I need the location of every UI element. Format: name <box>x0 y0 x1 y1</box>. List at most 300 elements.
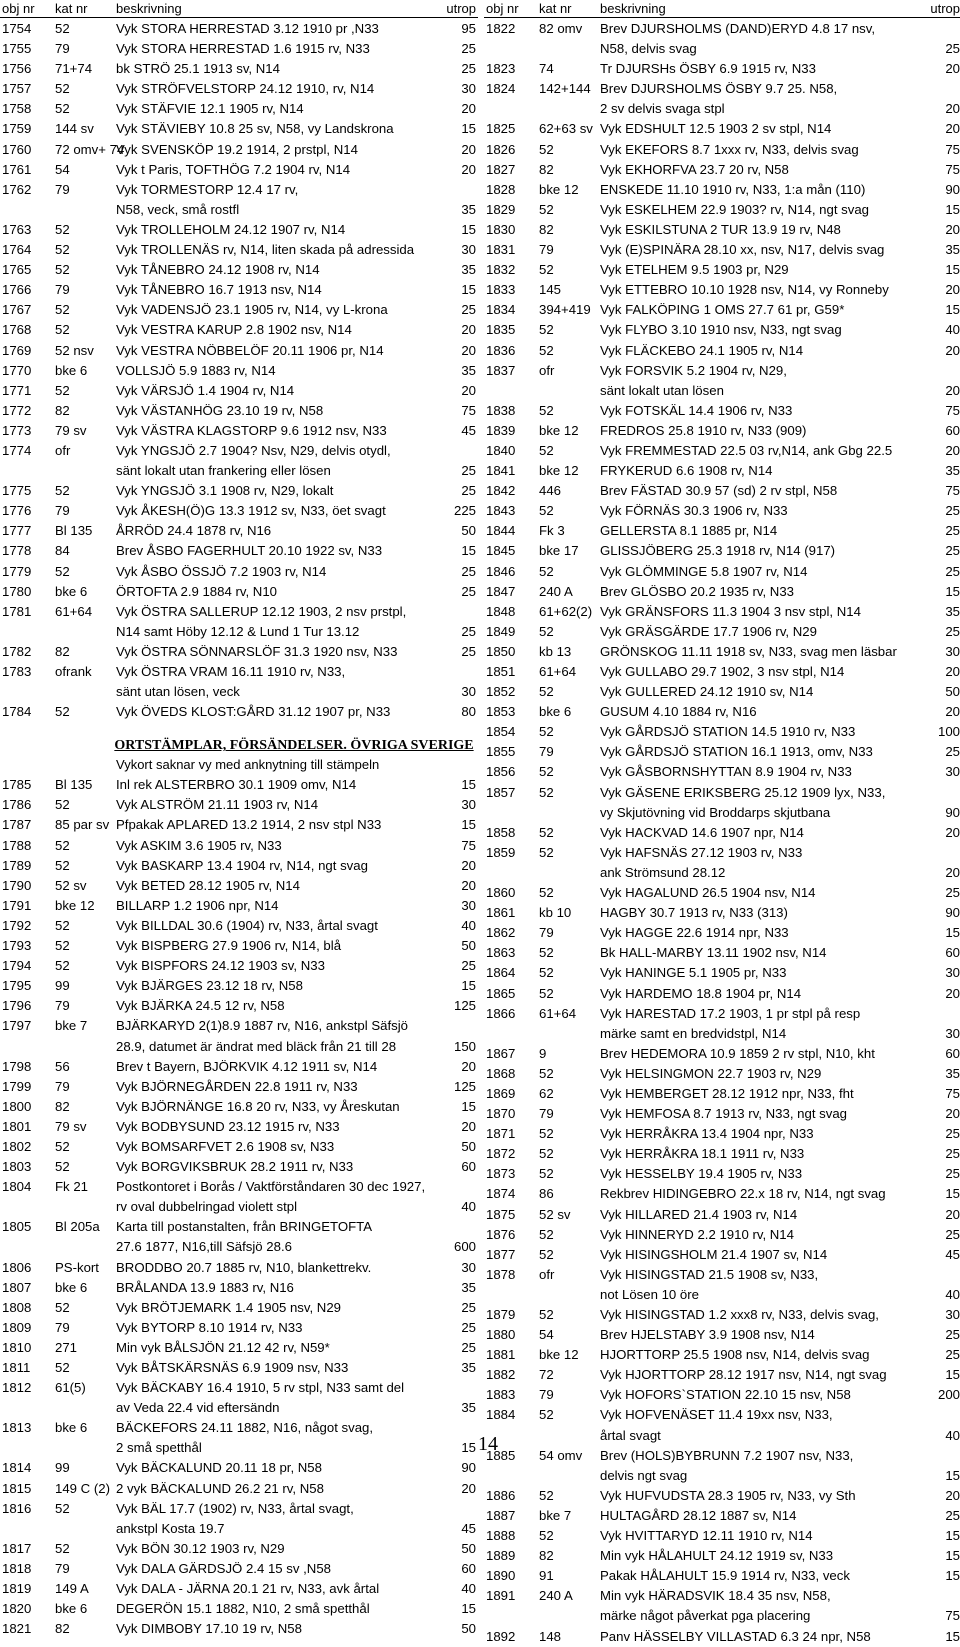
lot-utrop: 35 <box>945 242 960 258</box>
lot-row <box>0 381 478 401</box>
lot-row <box>484 300 960 320</box>
lot-description: Vyk FLÄCKEBO 24.1 1905 rv, N14 <box>600 342 804 358</box>
lot-list <box>0 774 478 1639</box>
lot-obj-nr: 1877 <box>486 1246 516 1262</box>
lot-kat-nr: 54 <box>539 1327 554 1343</box>
lot-description: Brev DJURSHOLMS ÖSBY 9.7 25. N58, <box>600 81 838 97</box>
lot-obj-nr: 1816 <box>2 1500 32 1516</box>
lot-row <box>0 401 478 421</box>
lot-description: Vyk VADENSJÖ 23.1 1905 rv, N14, vy L-krona <box>116 302 388 318</box>
lot-utrop: 20 <box>945 864 960 880</box>
lot-obj-nr: 1833 <box>486 282 516 298</box>
lot-row <box>484 722 960 742</box>
lot-description: Vyk GÄSENE ERIKSBERG 25.12 1909 lyx, N33, <box>600 784 886 800</box>
lot-obj-nr: 1861 <box>486 905 516 921</box>
lot-utrop: 35 <box>945 1065 960 1081</box>
lot-utrop: 15 <box>461 1440 476 1456</box>
lot-utrop: 20 <box>945 121 960 137</box>
lot-kat-nr: 52 <box>539 342 554 358</box>
lot-row <box>0 180 478 220</box>
lot-obj-nr: 1855 <box>486 744 516 760</box>
lot-line <box>0 1539 478 1559</box>
lot-kat-nr: 84 <box>55 543 70 559</box>
lot-line <box>484 1004 960 1024</box>
lot-utrop: 25 <box>945 1507 960 1523</box>
lot-obj-nr: 1856 <box>486 764 516 780</box>
lot-kat-nr: 86 <box>539 1186 554 1202</box>
lot-line <box>484 1184 960 1204</box>
lot-row <box>484 1164 960 1184</box>
lot-obj-nr: 1785 <box>2 777 32 793</box>
lot-line <box>484 1225 960 1245</box>
lot-row <box>0 1318 478 1338</box>
lot-line <box>484 280 960 300</box>
lot-kat-nr: 52 <box>539 1487 554 1503</box>
lot-row <box>0 602 478 642</box>
lot-utrop: 125 <box>453 1078 476 1094</box>
lot-obj-nr: 1886 <box>486 1487 516 1503</box>
lot-line <box>0 795 478 815</box>
lot-row <box>0 1418 478 1458</box>
lot-obj-nr: 1827 <box>486 161 516 177</box>
lot-row <box>484 783 960 823</box>
lot-description: Brev FÄSTAD 30.9 57 (sd) 2 rv stpl, N58 <box>600 483 838 499</box>
lot-line <box>0 481 478 501</box>
lot-line <box>0 1559 478 1579</box>
lot-obj-nr: 1854 <box>486 724 516 740</box>
lot-obj-nr: 1835 <box>486 322 516 338</box>
lot-line <box>484 1586 960 1606</box>
lot-kat-nr: 91 <box>539 1568 554 1584</box>
lot-obj-nr: 1781 <box>2 603 32 619</box>
lot-description: Vyk BETED 28.12 1905 rv, N14 <box>116 877 300 893</box>
lot-description: BJÄRKARYD 2(1)8.9 1887 rv, N16, ankstpl Säfsjö <box>116 1018 408 1034</box>
lot-utrop: 80 <box>461 704 476 720</box>
lot-obj-nr: 1761 <box>2 161 32 177</box>
lot-row <box>484 1124 960 1144</box>
lot-obj-nr: 1810 <box>2 1339 32 1355</box>
lot-obj-nr: 1757 <box>2 81 32 97</box>
lot-row <box>484 200 960 220</box>
lot-utrop: 25 <box>461 958 476 974</box>
lot-description: Vyk HEMFOSA 8.7 1913 rv, N33, ngt svag <box>600 1106 848 1122</box>
lot-row <box>484 1225 960 1245</box>
lot-row <box>484 1084 960 1104</box>
lot-row <box>484 1064 960 1084</box>
lot-line <box>0 1117 478 1137</box>
lot-description: Vyk ETTEBRO 10.10 1928 nsv, N14, vy Ronneby <box>600 282 889 298</box>
lot-utrop: 50 <box>461 1138 476 1154</box>
lot-obj-nr: 1799 <box>2 1078 32 1094</box>
lot-description: Vyk ESKELHEM 22.9 1903? rv, N14, ngt svag <box>600 201 870 217</box>
lot-row <box>484 963 960 983</box>
lot-kat-nr: 240 A <box>539 1588 573 1604</box>
lot-description: Vyk TÅNEBRO 16.7 1913 nsv, N14 <box>116 282 322 298</box>
lot-description: Vyk BÄCKALUND 20.11 18 pr, N58 <box>116 1460 322 1476</box>
header-utrop: utrop <box>930 1 960 16</box>
lot-row <box>0 99 478 119</box>
lot-obj-nr: 1794 <box>2 958 32 974</box>
lot-obj-nr: 1774 <box>2 442 32 458</box>
lot-description: ÖRTOFTA 2.9 1884 rv, N10 <box>116 583 278 599</box>
lot-line <box>484 642 960 662</box>
right-column <box>484 0 960 1647</box>
lot-kat-nr: 79 sv <box>55 422 87 438</box>
lot-utrop: 30 <box>461 81 476 97</box>
lot-line <box>484 200 960 220</box>
lot-kat-nr: 52 <box>539 965 554 981</box>
lot-line <box>484 682 960 702</box>
lot-obj-nr: 1772 <box>2 402 32 418</box>
lot-line <box>484 1365 960 1385</box>
lot-kat-nr: 52 <box>539 1528 554 1544</box>
lot-obj-nr: 1820 <box>2 1601 32 1617</box>
lot-row <box>484 682 960 702</box>
lot-obj-nr: 1806 <box>2 1259 32 1275</box>
lot-line <box>484 1104 960 1124</box>
lot-kat-nr: 52 <box>55 302 70 318</box>
lot-utrop: 15 <box>461 817 476 833</box>
lot-description: Vyk STRÖFVELSTORP 24.12 1910, rv, N14 <box>116 81 375 97</box>
lot-utrop: 25 <box>945 543 960 559</box>
lot-utrop: 25 <box>461 583 476 599</box>
lot-description: Vyk HARESTAD 17.2 1903, 1 pr stpl på resp <box>600 1005 861 1021</box>
lot-description: Vyk GULLERED 24.12 1910 sv, N14 <box>600 684 814 700</box>
lot-line <box>484 300 960 320</box>
lot-line <box>0 361 478 381</box>
lot-obj-nr: 1809 <box>2 1319 32 1335</box>
lot-line <box>0 1016 478 1036</box>
lot-line <box>484 1627 960 1647</box>
lot-row <box>0 1258 478 1278</box>
lot-row <box>484 984 960 1004</box>
lot-description: HULTAGÅRD 28.12 1887 sv, N14 <box>600 1507 797 1523</box>
lot-description: vy Skjutövning vid Broddarps skjutbana <box>600 804 831 820</box>
lot-obj-nr: 1874 <box>486 1186 516 1202</box>
lot-kat-nr: ofr <box>55 442 71 458</box>
lot-utrop: 35 <box>461 362 476 378</box>
lot-kat-nr: 9 <box>539 1045 547 1061</box>
lot-obj-nr: 1791 <box>2 897 32 913</box>
lot-line <box>0 140 478 160</box>
lot-row <box>0 1619 478 1639</box>
lot-kat-nr: 52 <box>55 81 70 97</box>
lot-line <box>484 1205 960 1225</box>
lot-obj-nr: 1889 <box>486 1548 516 1564</box>
lot-kat-nr: 148 <box>539 1628 562 1644</box>
lot-row <box>484 923 960 943</box>
lot-obj-nr: 1848 <box>486 603 516 619</box>
lot-description: HJORTTORP 25.5 1908 nsv, N14, delvis svag <box>600 1347 870 1363</box>
lot-line <box>0 160 478 180</box>
lot-utrop: 20 <box>945 282 960 298</box>
lot-kat-nr: ofrank <box>55 664 92 679</box>
lot-description: Brev HEDEMORA 10.9 1859 2 rv stpl, N10, kht <box>600 1045 875 1061</box>
lot-kat-nr: 62 <box>539 1085 554 1101</box>
lot-description: sänt lokalt utan frankering eller lösen <box>116 463 331 479</box>
lot-kat-nr: 271 <box>55 1339 78 1355</box>
lot-utrop: 90 <box>945 804 960 820</box>
lot-description: Vyk BÄCKABY 16.4 1910, 5 rv stpl, N33 samt del <box>116 1380 405 1396</box>
lot-line <box>0 1619 478 1639</box>
lot-utrop: 200 <box>937 1387 960 1403</box>
lot-line <box>0 39 478 59</box>
lot-utrop: 30 <box>461 1259 476 1275</box>
lot-row <box>484 1385 960 1405</box>
lot-line <box>0 602 478 622</box>
lot-line <box>0 1258 478 1278</box>
lot-utrop: 15 <box>461 282 476 298</box>
lot-description: Min vyk BÅLSJÖN 21.12 42 rv, N59* <box>116 1339 330 1355</box>
lot-line <box>484 1305 960 1325</box>
lot-utrop: 30 <box>945 965 960 981</box>
lot-utrop: 30 <box>945 643 960 659</box>
lot-description: Postkontoret i Borås / Vaktförståndaren 30 dec 1927, <box>116 1179 426 1195</box>
lot-line <box>0 341 478 361</box>
lot-line <box>484 602 960 622</box>
lot-utrop: 60 <box>945 1045 960 1061</box>
lot-row <box>0 996 478 1016</box>
lot-utrop: 25 <box>945 41 960 57</box>
lot-description: Vyk VESTRA KARUP 2.8 1902 nsv, N14 <box>116 322 352 338</box>
lot-utrop: 20 <box>945 382 960 398</box>
lot-description: GRÖNSKOG 11.11 1918 sv, N33, svag men läsbar <box>600 643 897 659</box>
lot-kat-nr: 52 <box>55 1500 70 1516</box>
lot-row <box>0 775 478 795</box>
lot-row <box>0 320 478 340</box>
lot-utrop: 25 <box>461 563 476 579</box>
lot-kat-nr: 85 par sv <box>55 817 110 833</box>
lot-utrop: 20 <box>461 141 476 157</box>
lot-row <box>0 876 478 896</box>
lot-description: Vyk BASKARP 13.4 1904 rv, N14, ngt svag <box>116 857 368 873</box>
lot-obj-nr: 1881 <box>486 1347 516 1363</box>
lot-line <box>0 180 478 200</box>
lot-line <box>484 762 960 782</box>
lot-row <box>484 180 960 200</box>
lot-line <box>484 783 960 803</box>
lot-obj-nr: 1872 <box>486 1146 516 1162</box>
lot-description: VOLLSJÖ 5.9 1883 rv, N14 <box>116 362 276 378</box>
lot-row <box>0 140 478 160</box>
lot-obj-nr: 1888 <box>486 1528 516 1544</box>
lot-description: Vyk ESKILSTUNA 2 TUR 13.9 19 rv, N48 <box>600 221 841 237</box>
lot-utrop: 40 <box>945 1427 960 1443</box>
lot-utrop: 15 <box>461 543 476 559</box>
lot-obj-nr: 1808 <box>2 1299 32 1315</box>
lot-line <box>484 1526 960 1546</box>
lot-obj-nr: 1857 <box>486 784 516 800</box>
lot-description: Vyk GRÄSGÄRDE 17.7 1906 rv, N29 <box>600 623 817 639</box>
lot-obj-nr: 1859 <box>486 844 516 860</box>
lot-line <box>484 963 960 983</box>
lot-utrop: 15 <box>461 978 476 994</box>
lot-row <box>484 1566 960 1586</box>
lot-description: Brev t Bayern, BJÖRKVIK 4.12 1911 sv, N14 <box>116 1058 378 1074</box>
lot-utrop: 50 <box>461 938 476 954</box>
lot-row <box>0 39 478 59</box>
lot-line <box>484 803 960 823</box>
lot-line <box>0 682 478 702</box>
lot-row <box>0 1137 478 1157</box>
lot-utrop: 225 <box>453 503 476 519</box>
lot-kat-nr: 52 nsv <box>55 342 94 358</box>
lot-obj-nr: 1883 <box>486 1387 516 1403</box>
lot-obj-nr: 1828 <box>486 181 516 197</box>
lot-obj-nr: 1882 <box>486 1367 516 1383</box>
lot-line <box>484 622 960 642</box>
lot-description: Vyk VÄSTRA KLAGSTORP 9.6 1912 nsv, N33 <box>116 422 387 438</box>
lot-line <box>484 1245 960 1265</box>
lot-utrop: 25 <box>945 503 960 519</box>
lot-utrop: 20 <box>945 664 960 679</box>
lot-obj-nr: 1839 <box>486 422 516 438</box>
lot-description: N58, veck, små rostfl <box>116 201 240 217</box>
lot-kat-nr: 52 sv <box>539 1206 571 1222</box>
lot-row <box>484 642 960 662</box>
lot-description: Tr DJURSHs ÖSBY 6.9 1915 rv, N33 <box>600 61 816 77</box>
lot-row <box>484 562 960 582</box>
lot-row <box>484 461 960 481</box>
lot-utrop: 35 <box>461 1360 476 1375</box>
header-beskrivning: beskrivning <box>600 1 666 16</box>
lot-line <box>484 19 960 39</box>
lot-line <box>0 119 478 139</box>
lot-line <box>484 240 960 260</box>
lot-row <box>0 1499 478 1539</box>
lot-obj-nr: 1777 <box>2 523 32 539</box>
lot-kat-nr: 52 <box>55 101 70 117</box>
lot-line <box>484 943 960 963</box>
lot-description: Pfpakak APLARED 13.2 1914, 2 nsv stpl N33 <box>116 817 382 833</box>
lot-obj-nr: 1800 <box>2 1098 32 1114</box>
lot-obj-nr: 1890 <box>486 1568 516 1584</box>
lot-utrop: 75 <box>945 1608 960 1624</box>
lot-utrop: 75 <box>945 402 960 418</box>
lot-utrop: 75 <box>461 402 476 418</box>
lot-kat-nr: 71+74 <box>55 61 93 77</box>
lot-line <box>0 662 478 682</box>
lot-utrop: 45 <box>945 1246 960 1262</box>
lot-row <box>0 702 478 722</box>
lot-description: Vyk HACKVAD 14.6 1907 npr, N14 <box>600 824 804 840</box>
lot-kat-nr: 54 omv <box>539 1447 583 1463</box>
lot-row <box>0 1117 478 1137</box>
lot-obj-nr: 1853 <box>486 704 516 720</box>
lot-obj-nr: 1867 <box>486 1045 516 1061</box>
lot-obj-nr: 1825 <box>486 121 516 137</box>
lot-obj-nr: 1771 <box>2 382 32 398</box>
lot-kat-nr: 52 <box>55 1138 70 1154</box>
lot-row <box>0 481 478 501</box>
lot-kat-nr: 52 <box>539 201 554 217</box>
lot-utrop: 40 <box>461 1581 476 1597</box>
lot-kat-nr: 79 <box>55 1319 70 1335</box>
lot-utrop: 50 <box>461 1540 476 1556</box>
lot-obj-nr: 1841 <box>486 463 516 479</box>
lot-row <box>484 903 960 923</box>
lot-utrop: 20 <box>461 101 476 117</box>
lot-line <box>0 200 478 220</box>
lot-line <box>0 976 478 996</box>
lot-line <box>0 461 478 481</box>
lot-obj-nr: 1805 <box>2 1219 32 1235</box>
lot-row <box>0 341 478 361</box>
lot-kat-nr: Bl 135 <box>55 523 93 539</box>
lot-utrop: 60 <box>945 945 960 961</box>
lot-line <box>484 119 960 139</box>
header-beskrivning: beskrivning <box>116 1 182 16</box>
lot-line <box>0 401 478 421</box>
lot-kat-nr: 79 <box>55 998 70 1014</box>
lot-kat-nr: 61+64 <box>55 603 93 619</box>
lot-line <box>484 1164 960 1184</box>
lot-kat-nr: 99 <box>55 1460 70 1476</box>
lot-line <box>0 1579 478 1599</box>
lot-obj-nr: 1818 <box>2 1560 32 1576</box>
lot-obj-nr: 1865 <box>486 985 516 1001</box>
lot-obj-nr: 1789 <box>2 857 32 873</box>
lot-kat-nr: 52 <box>539 1226 554 1242</box>
lot-utrop: 90 <box>461 1460 476 1476</box>
lot-obj-nr: 1801 <box>2 1118 32 1134</box>
lot-line <box>0 856 478 876</box>
lot-description: Vyk FOTSKÄL 14.4 1906 rv, N33 <box>600 402 793 418</box>
lot-kat-nr: 79 <box>55 41 70 57</box>
lot-obj-nr: 1802 <box>2 1138 32 1154</box>
lot-description: Vyk GÅSBORNSHYTTAN 8.9 1904 rv, N33 <box>600 764 852 780</box>
lot-line <box>484 1265 960 1285</box>
lot-kat-nr: 144 sv <box>55 121 94 137</box>
lot-line <box>0 1418 478 1438</box>
lot-line <box>484 381 960 401</box>
lot-obj-nr: 1821 <box>2 1621 32 1637</box>
lot-description: Vyk BÖN 30.12 1903 rv, N29 <box>116 1540 285 1556</box>
lot-row <box>484 1205 960 1225</box>
lot-row <box>484 943 960 963</box>
lot-kat-nr: 52 <box>55 1159 70 1175</box>
lot-description: GELLERSTA 8.1 1885 pr, N14 <box>600 523 778 539</box>
lot-description: Brev (HOLS)BYBRUNN 7.2 1907 nsv, N33, <box>600 1447 854 1463</box>
lot-description: Vyk FALKÖPING 1 OMS 27.7 61 pr, G59* <box>600 302 845 318</box>
lot-utrop: 15 <box>945 1367 960 1383</box>
lot-kat-nr: 394+419 <box>539 302 591 318</box>
lot-kat-nr: 99 <box>55 978 70 994</box>
lot-kat-nr: 79 <box>539 242 554 258</box>
lot-obj-nr: 1878 <box>486 1266 516 1282</box>
lot-description: FREDROS 25.8 1910 rv, N33 (909) <box>600 422 807 438</box>
lot-line <box>484 39 960 59</box>
lot-row <box>0 795 478 815</box>
header-kat-nr: kat nr <box>55 1 88 16</box>
lot-line <box>484 1084 960 1104</box>
lot-obj-nr: 1876 <box>486 1226 516 1242</box>
lot-utrop: 35 <box>945 603 960 619</box>
lot-obj-nr: 1762 <box>2 181 32 197</box>
lot-kat-nr: bke 6 <box>55 583 88 599</box>
lot-obj-nr: 1803 <box>2 1159 32 1175</box>
lot-description: sänt utan lösen, veck <box>116 684 240 700</box>
lot-kat-nr: 52 <box>55 1299 70 1315</box>
lot-line <box>484 1064 960 1084</box>
lot-row <box>0 856 478 876</box>
lot-row <box>0 896 478 916</box>
lot-line <box>0 956 478 976</box>
lot-row <box>0 1458 478 1478</box>
lot-line <box>0 300 478 320</box>
lot-row <box>484 1345 960 1365</box>
lot-description: Vyk EDSHULT 12.5 1903 2 sv stpl, N14 <box>600 121 832 137</box>
